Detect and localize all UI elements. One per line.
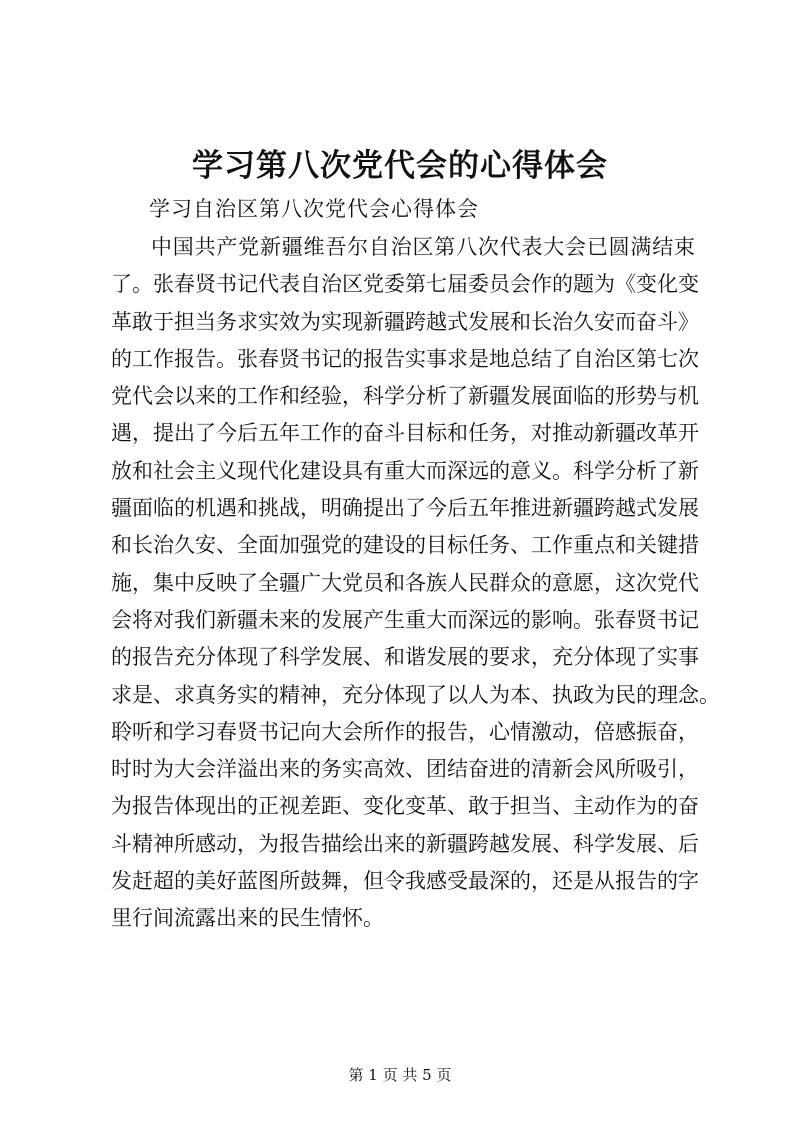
paragraph-line: 放和社会主义现代化建设具有重大而深远的意义。科学分析了新 — [111, 458, 699, 483]
paragraph-line: 时时为大会洋溢出来的务实高效、团结奋进的清新会风所吸引， — [111, 757, 699, 782]
paragraph-line: 斗精神所感动，为报告描绘出来的新疆跨越发展、科学发展、后 — [111, 831, 699, 856]
paragraph-line: 党代会以来的工作和经验，科学分析了新疆发展面临的形势与机 — [111, 384, 699, 409]
paragraph-line: 求是、求真务实的精神，充分体现了以人为本、执政为民的理念。 — [111, 682, 720, 707]
paragraph-line: 革敢于担当务求实效为实现新疆跨越式发展和长治久安而奋斗》 — [111, 309, 699, 334]
page-number: 第 1 页 共 5 页 — [348, 1066, 452, 1084]
subtitle: 学习自治区第八次党代会心得体会 — [149, 197, 479, 221]
paragraph-line: 里行间流露出来的民生情怀。 — [111, 906, 384, 931]
paragraph-line: 聆听和学习春贤书记向大会所作的报告，心情激动，倍感振奋， — [111, 719, 699, 744]
paragraph-line: 遇，提出了今后五年工作的奋斗目标和任务，对推动新疆改革开 — [111, 421, 699, 446]
paragraph-line: 了。张春贤书记代表自治区党委第七届委员会作的题为《变化变 — [111, 272, 699, 297]
body-paragraph — [111, 229, 720, 938]
paragraph-line: 的工作报告。张春贤书记的报告实事求是地总结了自治区第七次 — [111, 346, 699, 371]
paragraph-line: 的报告充分体现了科学发展、和谐发展的要求，充分体现了实事 — [111, 645, 699, 670]
page-title: 学习第八次党代会的心得体会 — [192, 148, 608, 184]
paragraph-line: 会将对我们新疆未来的发展产生重大而深远的影响。张春贤书记 — [111, 607, 699, 632]
paragraph-line: 为报告体现出的正视差距、变化变革、敢于担当、主动作为的奋 — [111, 794, 699, 819]
paragraph-line: 和长治久安、全面加强党的建设的目标任务、工作重点和关键措 — [111, 533, 699, 558]
paragraph-line: 施，集中反映了全疆广大党员和各族人民群众的意愿，这次党代 — [111, 570, 699, 595]
paragraph-line: 疆面临的机遇和挑战，明确提出了今后五年推进新疆跨越式发展 — [111, 496, 699, 521]
paragraph-line: 发赶超的美好蓝图所鼓舞，但令我感受最深的，还是从报告的字 — [111, 869, 699, 894]
paragraph-line: 中国共产党新疆维吾尔自治区第八次代表大会已圆满结束 — [151, 235, 695, 259]
